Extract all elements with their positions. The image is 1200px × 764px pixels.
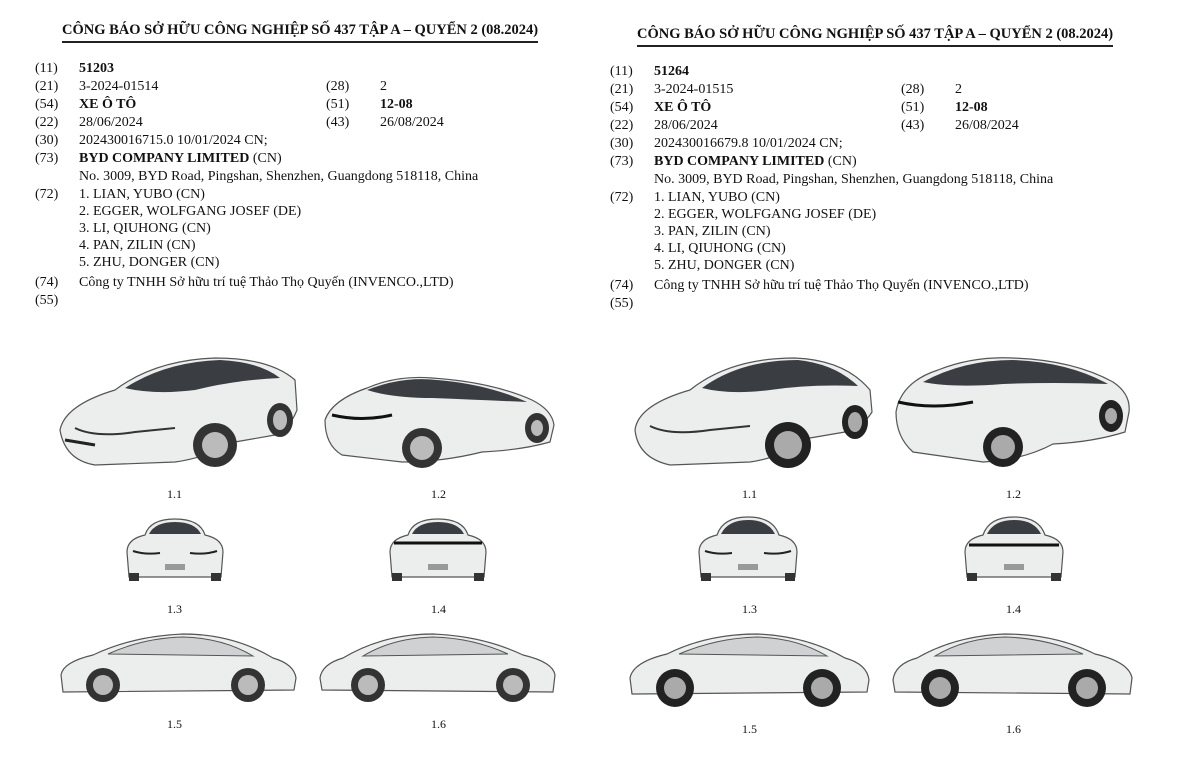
inventor: 5. ZHU, DONGER (CN)	[79, 255, 220, 270]
field-code-54: (54)	[610, 100, 634, 115]
field-code-74: (74)	[610, 278, 634, 293]
inventor: 2. EGGER, WOLFGANG JOSEF (DE)	[654, 207, 877, 222]
figure-caption: 1.1	[167, 487, 182, 501]
design-count: 2	[955, 82, 962, 97]
field-code-73: (73)	[35, 151, 59, 166]
applicant-address: No. 3009, BYD Road, Pingshan, Shenzhen, Guangdong 518118, China	[654, 172, 1054, 187]
gazette-header: CÔNG BÁO SỞ HỮU CÔNG NGHIỆP SỐ 437 TẬP A – QUYỂN 2 (08.2024)	[637, 26, 1113, 47]
car-view-rear-three-quarter	[893, 352, 1133, 470]
inventor: 4. PAN, ZILIN (CN)	[79, 238, 196, 253]
registration-number: 51264	[654, 64, 689, 79]
inventor: 3. PAN, ZILIN (CN)	[654, 224, 771, 239]
car-view-right-side	[890, 630, 1135, 710]
design-count: 2	[380, 79, 387, 94]
field-code-11: (11)	[610, 64, 633, 79]
field-code-74: (74)	[35, 275, 59, 290]
inventor: 1. LIAN, YUBO (CN)	[654, 190, 780, 205]
inventor: 5. ZHU, DONGER (CN)	[654, 258, 795, 273]
publication-date: 26/08/2024	[380, 115, 444, 130]
inventor: 2. EGGER, WOLFGANG JOSEF (DE)	[79, 204, 302, 219]
filing-date: 28/06/2024	[79, 115, 143, 130]
gazette-header: CÔNG BÁO SỞ HỮU CÔNG NGHIỆP SỐ 437 TẬP A – QUYỂN 2 (08.2024)	[62, 22, 538, 43]
figure-caption: 1.6	[431, 717, 446, 731]
field-code-21: (21)	[35, 79, 59, 94]
car-view-rear-three-quarter	[322, 370, 557, 470]
field-code-11: (11)	[35, 61, 58, 76]
car-view-front-three-quarter	[55, 350, 300, 470]
agent: Công ty TNHH Sở hữu trí tuệ Thảo Thọ Quyến (INVENCO.,LTD)	[79, 275, 454, 290]
applicant-country: (CN)	[249, 151, 282, 166]
design-title: XE Ô TÔ	[79, 97, 137, 112]
application-number: 3-2024-01515	[654, 82, 734, 97]
applicant-country: (CN)	[824, 154, 857, 169]
field-code-55: (55)	[35, 293, 59, 308]
figure-caption: 1.1	[742, 487, 757, 501]
design-title: XE Ô TÔ	[654, 100, 712, 115]
field-code-21: (21)	[610, 82, 634, 97]
car-view-left-side	[58, 630, 298, 705]
field-code-43: (43)	[901, 118, 925, 133]
inventor: 3. LI, QIUHONG (CN)	[79, 221, 211, 236]
figure-caption: 1.3	[167, 602, 182, 616]
application-number: 3-2024-01514	[79, 79, 159, 94]
figure-caption: 1.5	[167, 717, 182, 731]
field-code-73: (73)	[610, 154, 634, 169]
field-code-55: (55)	[610, 296, 634, 311]
figure-caption: 1.3	[742, 602, 757, 616]
locarno-class: 12-08	[955, 100, 988, 115]
inventor: 4. LI, QIUHONG (CN)	[654, 241, 786, 256]
applicant-name: BYD COMPANY LIMITED	[654, 154, 825, 169]
applicant-address: No. 3009, BYD Road, Pingshan, Shenzhen, Guangdong 518118, China	[79, 169, 479, 184]
figure-caption: 1.4	[1006, 602, 1021, 616]
car-view-front	[697, 515, 799, 583]
field-code-43: (43)	[326, 115, 350, 130]
filing-date: 28/06/2024	[654, 118, 718, 133]
locarno-class: 12-08	[380, 97, 413, 112]
priority-data: 202430016679.8 10/01/2024 CN;	[654, 136, 843, 151]
field-code-51: (51)	[326, 97, 350, 112]
field-code-28: (28)	[326, 79, 350, 94]
field-code-22: (22)	[35, 115, 59, 130]
field-code-72: (72)	[35, 187, 59, 202]
car-view-front	[125, 517, 225, 583]
figure-caption: 1.5	[742, 722, 757, 736]
figure-caption: 1.6	[1006, 722, 1021, 736]
car-view-rear	[388, 517, 488, 583]
priority-data: 202430016715.0 10/01/2024 CN;	[79, 133, 268, 148]
figure-caption: 1.4	[431, 602, 446, 616]
field-code-30: (30)	[610, 136, 634, 151]
publication-date: 26/08/2024	[955, 118, 1019, 133]
field-code-54: (54)	[35, 97, 59, 112]
car-view-front-three-quarter	[630, 350, 875, 470]
field-code-30: (30)	[35, 133, 59, 148]
figure-caption: 1.2	[1006, 487, 1021, 501]
car-view-right-side	[318, 630, 558, 705]
car-view-left-side	[627, 630, 872, 710]
figure-caption: 1.2	[431, 487, 446, 501]
gazette-page-right	[575, 0, 1175, 764]
field-code-72: (72)	[610, 190, 634, 205]
field-code-22: (22)	[610, 118, 634, 133]
field-code-51: (51)	[901, 100, 925, 115]
field-code-28: (28)	[901, 82, 925, 97]
agent: Công ty TNHH Sở hữu trí tuệ Thảo Thọ Quyến (INVENCO.,LTD)	[654, 278, 1029, 293]
inventor: 1. LIAN, YUBO (CN)	[79, 187, 205, 202]
applicant-name: BYD COMPANY LIMITED	[79, 151, 250, 166]
registration-number: 51203	[79, 61, 114, 76]
car-view-rear	[963, 515, 1065, 583]
